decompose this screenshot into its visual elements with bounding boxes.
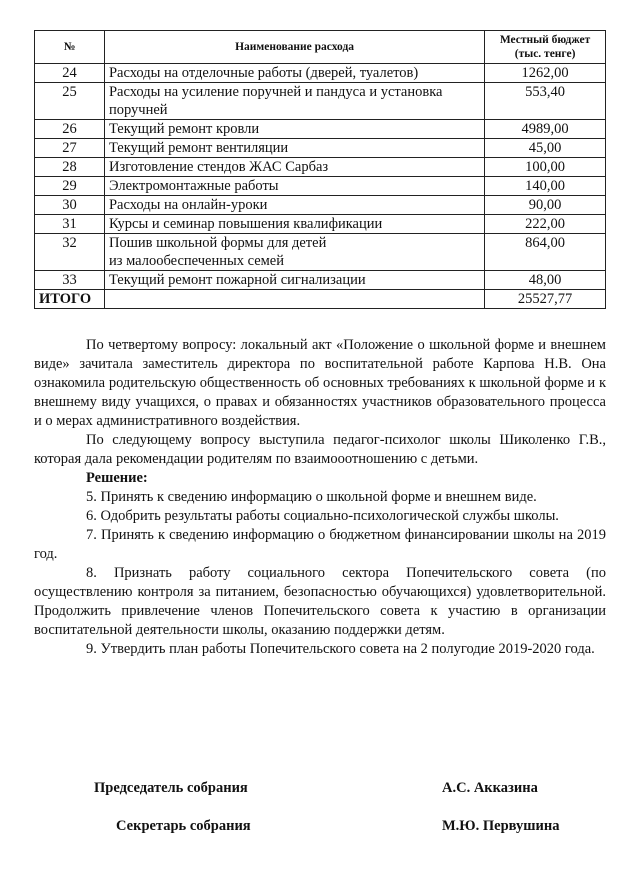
row-sum: 1262,00 — [485, 64, 606, 83]
row-sum: 100,00 — [485, 158, 606, 177]
row-num: 26 — [35, 120, 105, 139]
table-row — [35, 215, 606, 234]
row-num: 29 — [35, 177, 105, 196]
row-num: 28 — [35, 158, 105, 177]
table-total-row — [35, 290, 606, 309]
table-row — [35, 234, 606, 271]
row-num: 33 — [35, 271, 105, 290]
row-name: Расходы на усиление поручней и пандуса и установка поручней — [104, 83, 484, 120]
header-budget-line2: (тыс. тенге) — [514, 48, 576, 60]
row-sum: 553,40 — [485, 83, 606, 120]
table-row — [35, 64, 606, 83]
table-row — [35, 271, 606, 290]
row-num: 30 — [35, 196, 105, 215]
row-sum: 45,00 — [485, 139, 606, 158]
secretary-title: Секретарь собрания — [116, 818, 251, 834]
solution-item-9: 9. Утвердить план работы Попечительского совета на 2 полугодие 2019-2020 года. — [86, 641, 595, 657]
solution-item-5: 5. Принять к сведению информацию о школьной форме и внешнем виде. — [86, 489, 537, 505]
total-sum: 25527,77 — [485, 290, 606, 309]
total-empty-cell — [104, 290, 484, 309]
chair-title: Председатель собрания — [94, 780, 248, 796]
row-name: Расходы на онлайн-уроки — [104, 196, 484, 215]
secretary-name: М.Ю. Первушина — [442, 818, 560, 834]
header-name: Наименование расхода — [104, 31, 484, 64]
row-num: 32 — [35, 234, 105, 271]
row-num: 31 — [35, 215, 105, 234]
solution-item-7: 7. Принять к сведению информацию о бюджетном финансировании школы на 2019 год. — [34, 527, 606, 562]
row-sum: 864,00 — [485, 234, 606, 271]
row-num: 24 — [35, 64, 105, 83]
row-num: 25 — [35, 83, 105, 120]
row-name — [104, 234, 484, 271]
header-num: № — [35, 31, 105, 64]
solution-item-8: 8. Признать работу социального сектора Попечительского совета (по осуществлению контроля за питанием, безопасностью обучающихся) удовлетворительной. Продолжить привлечение членов Попечительского совета к участию в организации воспитательной деятельности школы, оказанию поддержки детям. — [34, 565, 606, 638]
row-sum: 140,00 — [485, 177, 606, 196]
table-row — [35, 177, 606, 196]
total-label: ИТОГО — [35, 290, 105, 309]
row-name: Расходы на отделочные работы (дверей, туалетов) — [104, 64, 484, 83]
row-sum: 48,00 — [485, 271, 606, 290]
paragraph-next-question: По следующему вопросу выступила педагог-психолог школы Шиколенко Г.В., которая дала рекомендации родителям по взаимооотношению с детьми. — [34, 432, 606, 467]
solution-heading: Решение: — [86, 470, 148, 486]
row-name: Электромонтажные работы — [104, 177, 484, 196]
row-name-line1: Пошив школьной формы для детей — [108, 235, 327, 251]
chair-name: А.С. Акказина — [442, 780, 538, 796]
row-name: Текущий ремонт вентиляции — [104, 139, 484, 158]
row-name: Текущий ремонт пожарной сигнализации — [104, 271, 484, 290]
table-row — [35, 139, 606, 158]
table-row — [35, 83, 606, 120]
table-row — [35, 120, 606, 139]
row-sum: 4989,00 — [485, 120, 606, 139]
row-num: 27 — [35, 139, 105, 158]
paragraph-fourth-question: По четвертому вопросу: локальный акт «Положение о школьной форме и внешнем виде» зачитала заместитель директора по воспитательной работе Карпова Н.В. Она ознакомила родительскую общественность об основных требованиях к школьной форме и к внешнему виду учащихся, о правах и обязанностях участников образовательного процесса и о мерах административного воздействия. — [34, 337, 606, 429]
row-sum: 222,00 — [485, 215, 606, 234]
row-name: Изготовление стендов ЖАС Сарбаз — [104, 158, 484, 177]
row-name: Курсы и семинар повышения квалификации — [104, 215, 484, 234]
table-row — [35, 196, 606, 215]
budget-table — [34, 30, 606, 309]
solution-item-6: 6. Одобрить результаты работы социально-психологической службы школы. — [86, 508, 559, 524]
row-sum: 90,00 — [485, 196, 606, 215]
row-name-line2: из малообеспеченных семей — [108, 253, 284, 269]
header-budget — [485, 31, 606, 64]
row-name: Текущий ремонт кровли — [104, 120, 484, 139]
minutes-body — [34, 336, 606, 659]
header-budget-line1: Местный бюджет — [499, 34, 591, 46]
table-row — [35, 158, 606, 177]
table-header-row — [35, 31, 606, 64]
